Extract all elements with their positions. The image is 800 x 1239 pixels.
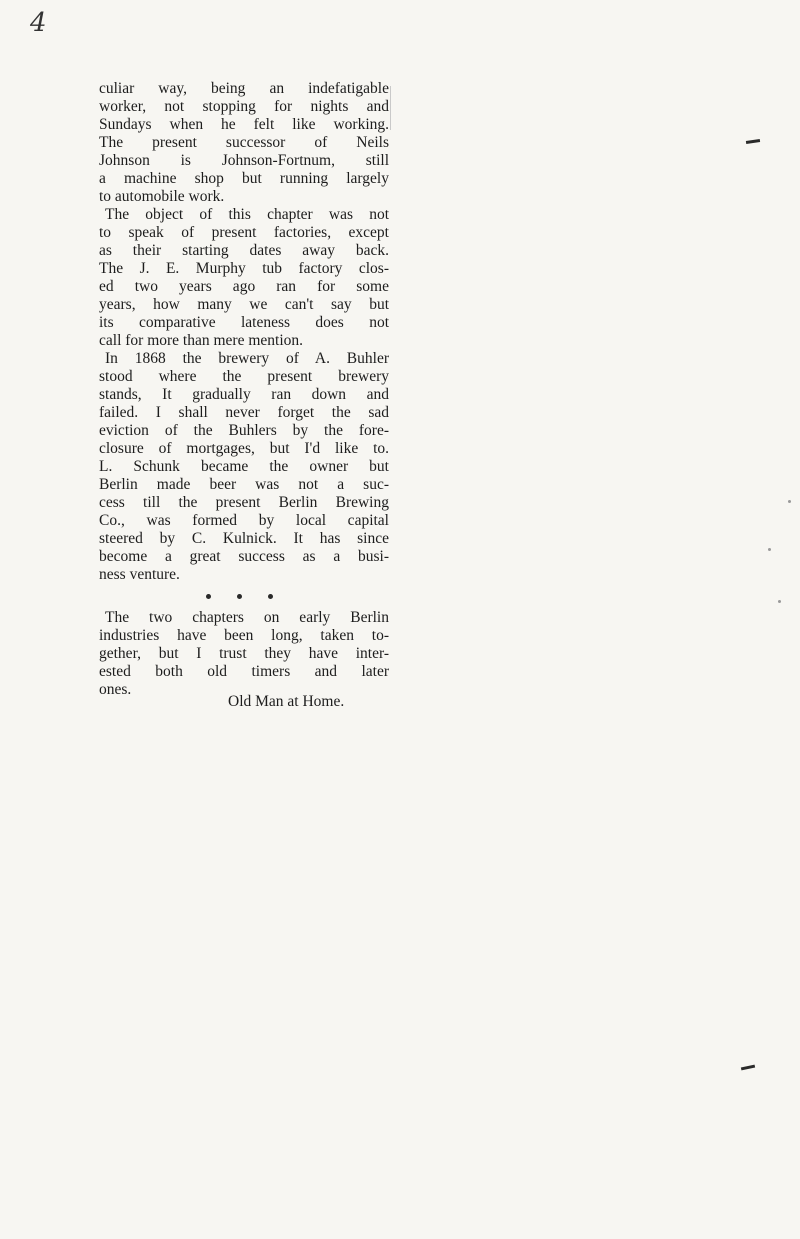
text-line: as their starting dates away back.	[99, 242, 389, 259]
text-line: gether, but I trust they have inter-	[99, 645, 389, 662]
article-column	[99, 80, 389, 699]
scan-speck	[778, 600, 781, 603]
text-line: a machine shop but running largely	[99, 170, 389, 187]
text-line: In 1868 the brewery of A. Buhler	[105, 350, 389, 367]
text-line: steered by C. Kulnick. It has since	[99, 530, 389, 547]
scan-speck	[768, 548, 771, 551]
text-line: culiar way, being an indefatigable	[99, 80, 389, 97]
text-line: ested both old timers and later	[99, 663, 389, 680]
text-line: The J. E. Murphy tub factory clos-	[99, 260, 389, 277]
text-line: The object of this chapter was not	[105, 206, 389, 223]
text-line: The present successor of Neils	[99, 134, 389, 151]
separator-dot	[268, 594, 273, 599]
text-line: years, how many we can't say but	[99, 296, 389, 313]
separator-dot	[206, 594, 211, 599]
text-line: to speak of present factories, except	[99, 224, 389, 241]
text-line: its comparative lateness does not	[99, 314, 389, 331]
text-line: Berlin made beer was not a suc-	[99, 476, 389, 493]
text-line: ness venture.	[99, 566, 180, 583]
text-line: ones.	[99, 681, 132, 698]
paragraph-3	[99, 350, 389, 584]
margin-mark	[741, 1065, 755, 1071]
text-line: worker, not stopping for nights and	[99, 98, 389, 115]
text-line: ed two years ago ran for some	[99, 278, 389, 295]
article-signature: Old Man at Home.	[228, 693, 345, 710]
text-line: closure of mortgages, but I'd like to.	[99, 440, 389, 457]
text-line: L. Schunk became the owner but	[99, 458, 389, 475]
text-line: industries have been long, taken to-	[99, 627, 389, 644]
section-separator	[99, 594, 389, 599]
text-line: eviction of the Buhlers by the fore-	[99, 422, 389, 439]
handwritten-page-number: 4	[30, 8, 47, 38]
text-line: to automobile work.	[99, 188, 225, 205]
text-line: cess till the present Berlin Brewing	[99, 494, 389, 511]
text-line: stood where the present brewery	[99, 368, 389, 385]
paragraph-4	[99, 609, 389, 699]
separator-dot	[237, 594, 242, 599]
paragraph-2	[99, 206, 389, 350]
paragraph-1	[99, 80, 389, 206]
text-line: call for more than mere mention.	[99, 332, 304, 349]
text-line: become a great success as a busi-	[99, 548, 389, 565]
scan-speck	[788, 500, 791, 503]
text-line: stands, It gradually ran down and	[99, 386, 389, 403]
text-line: The two chapters on early Berlin	[105, 609, 389, 626]
margin-mark	[746, 139, 760, 144]
column-edge-rule	[390, 86, 391, 130]
text-line: Sundays when he felt like working.	[99, 116, 389, 133]
text-line: failed. I shall never forget the sad	[99, 404, 389, 421]
text-line: Co., was formed by local capital	[99, 512, 389, 529]
text-line: Johnson is Johnson-Fortnum, still	[99, 152, 389, 169]
